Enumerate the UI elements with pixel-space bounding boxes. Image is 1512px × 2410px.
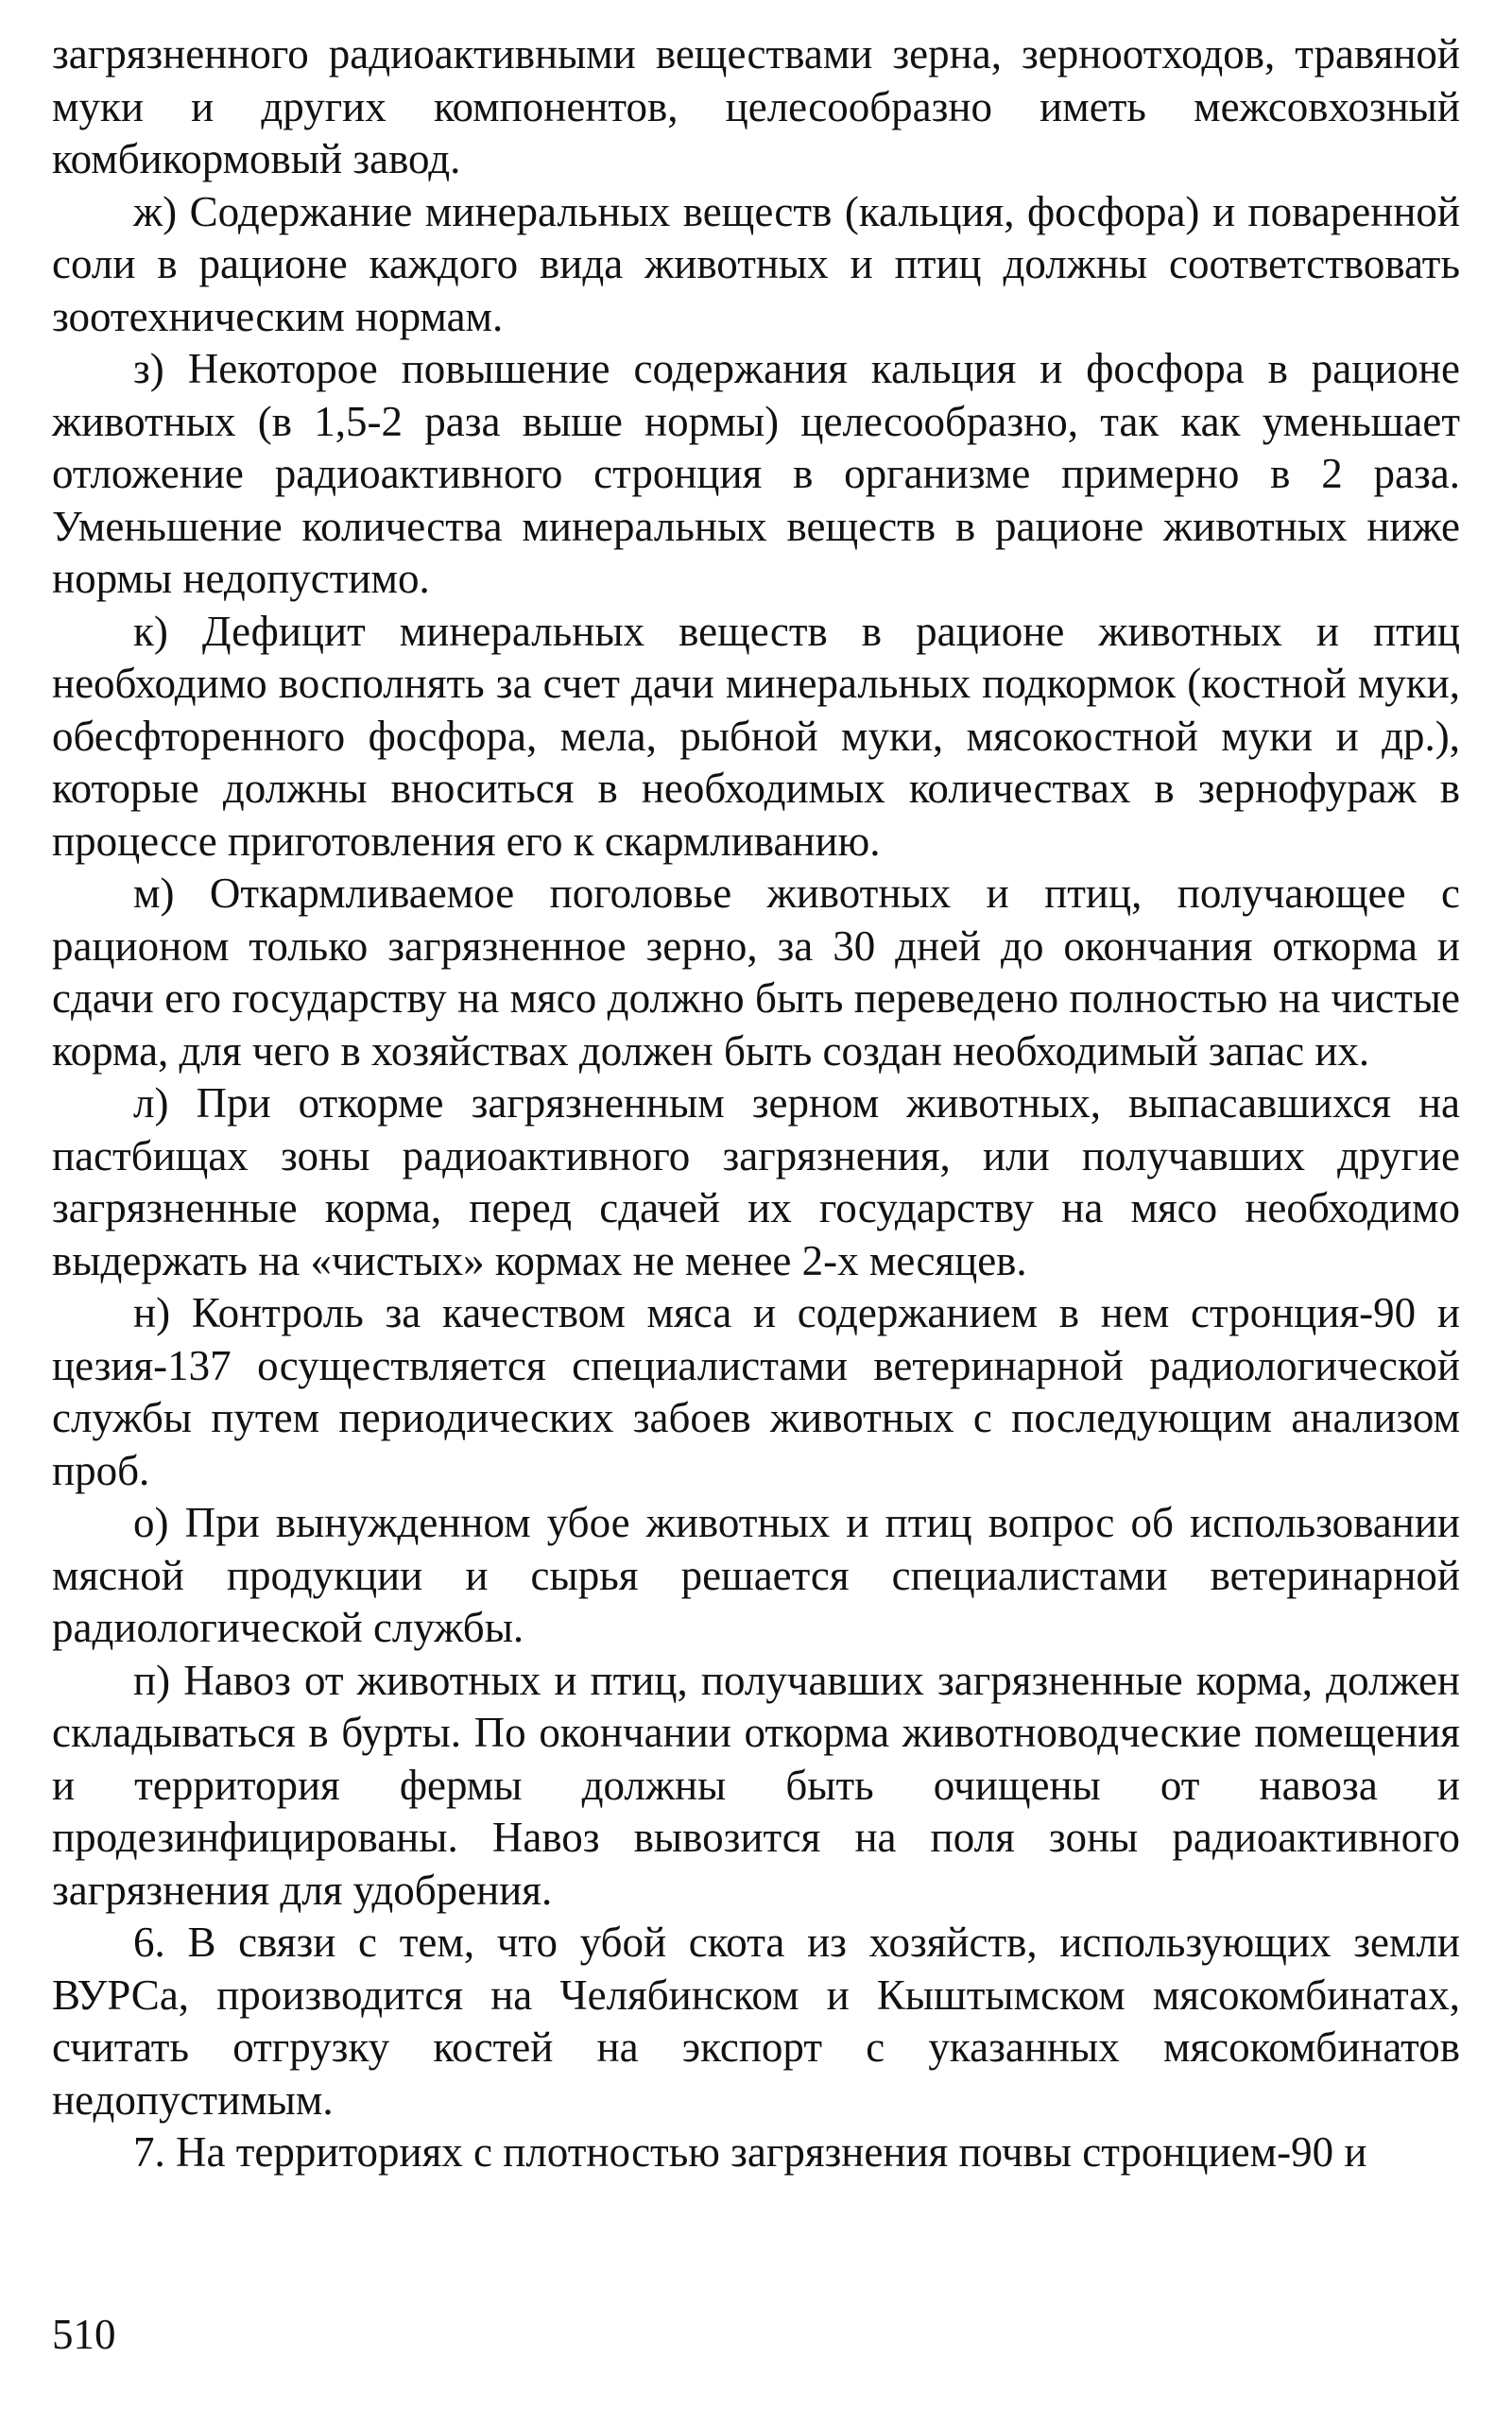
paragraph-n: н) Контроль за качеством мяса и содержанием в нем стронция-90 и цезия-137 осуществляется специалистами ветеринарной радиологической службы путем периодических забоев животных с последующим анализом проб. [52, 1289, 1460, 1494]
paragraph-continuation: загрязненного радиоактивными веществами зерна, зерноотходов, травяной муки и других компонентов, целесообразно иметь межсовхозный комбикормовый завод. [52, 30, 1460, 182]
paragraph-6: 6. В связи с тем, что убой скота из хозяйств, использующих земли ВУРСа, производится на Челябинском и Кыштымском мясокомбинатах, считать отгрузку костей на экспорт с указанных мясокомбинатов недопустимым. [52, 1919, 1460, 2124]
paragraph-z: з) Некоторое повышение содержания кальция и фосфора в рационе животных (в 1,5-2 раза выше нормы) целесообразно, так как уменьшает отложение радиоактивного стронция в организме примерно в 2 раза. Уменьшение количества минеральных веществ в рационе животных ниже нормы недопустимо. [52, 345, 1460, 602]
paragraph-k: к) Дефицит минеральных веществ в рационе животных и птиц необходимо восполнять за счет дачи минеральных подкормок (костной муки, обесфторенного фосфора, мела, рыбной муки, мясокостной муки и др.), которые должны вноситься в необходимых количествах в зернофураж в процессе приготовления его к скармливанию. [52, 607, 1460, 865]
paragraph-zh: ж) Содержание минеральных веществ (кальция, фосфора) и поваренной соли в рационе каждого вида животных и птиц должны соответствовать зоотехническим нормам. [52, 187, 1460, 340]
paragraph-o: о) При вынужденном убое животных и птиц вопрос об использовании мясной продукции и сырья решается специалистами ветеринарной радиологической службы. [52, 1499, 1460, 1651]
paragraph-m: м) Откармливаемое поголовье животных и птиц, получающее с рационом только загрязненное зерно, за 30 дней до окончания откорма и сдачи его государству на мясо должно быть переведено полностью на чистые корма, для чего в хозяйствах должен быть создан необходимый запас их. [52, 869, 1460, 1075]
paragraph-7: 7. На территориях с плотностью загрязнения почвы стронцием-90 и [133, 2128, 1367, 2176]
page-number: 510 [52, 2311, 116, 2358]
paragraph-l: л) При откорме загрязненным зерном животных, выпасавшихся на пастбищах зоны радиоактивного загрязнения, или получавших другие загрязненные корма, перед сдачей их государству на мясо необходимо выдержать на «чистых» кормах не менее 2-х месяцев. [52, 1079, 1460, 1284]
paragraph-p: п) Навоз от животных и птиц, получавших загрязненные корма, должен складываться в бурты. По окончании откорма животноводческие помещения и территория фермы должны быть очищены от навоза и продезинфицированы. Навоз вывозится на поля зоны радиоактивного загрязнения для удобрения. [52, 1656, 1460, 1914]
body-text [52, 28, 1460, 2179]
